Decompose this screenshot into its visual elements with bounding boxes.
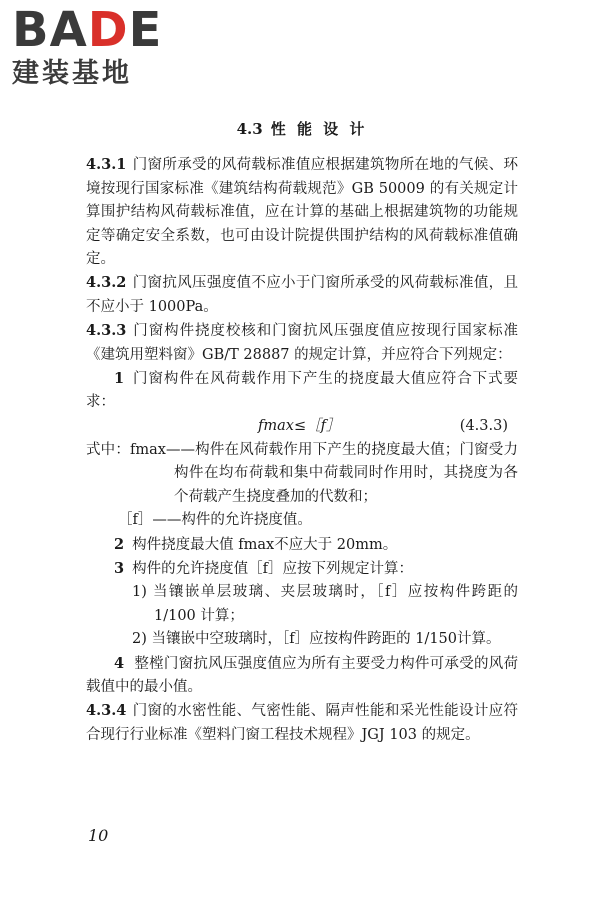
clause-4-3-2: 4.3.2 门窗抗风压强度值不应小于门窗所承受的风荷载标准值，且不应小于 1000Pa。 <box>86 274 518 315</box>
logo <box>12 4 182 90</box>
formula-expression: fmax≤［f］ <box>258 417 341 434</box>
logo-wordmark: BADE <box>12 2 163 58</box>
where-definition: 式中：fmax——构件在风荷载作用下产生的挠度最大值；门窗受力构件在均布荷载和集中荷载同时作用时，其挠度为各个荷载产生挠度叠加的代数和； <box>86 441 518 505</box>
clause-4-3-4: 4.3.4 门窗的水密性能、气密性能、隔声性能和采光性能设计应符合现行行业标准《塑料门窗工程技术规程》JGJ 103 的规定。 <box>86 702 518 743</box>
subitem-1: 1) 当镶嵌单层玻璃、夹层玻璃时，［f］应按构件跨距的1/100 计算； <box>132 584 518 624</box>
logo-subtitle: 建装基地 <box>12 58 132 89</box>
section-heading: 4.3 性 能 设 计 <box>236 120 368 138</box>
subitem-2: 2) 当镶嵌中空玻璃时，［f］应按构件跨距的 1/150计算。 <box>132 631 501 648</box>
item-3: 3 构件的允许挠度值［f］应按下列规定计算： <box>114 559 413 577</box>
formula-4-3-3 <box>86 415 518 439</box>
item-1: 1 门窗构件在风荷载作用下产生的挠度最大值应符合下式要求： <box>86 370 518 411</box>
where-definition-f: ［f］——构件的允许挠度值。 <box>118 512 312 529</box>
document-body <box>86 118 518 747</box>
item-2: 2 构件挠度最大值 fmax不应大于 20mm。 <box>114 535 398 553</box>
clause-4-3-1: 4.3.1 门窗所承受的风荷载标准值应根据建筑物所在地的气候、环境按现行国家标准《建筑结构荷载规范》GB 50009 的有关规定计算围护结构风荷载标准值，应在计算的基础上根据建筑物的功能规定等确定安全系数，也可由设计院提供围护结构的风荷载标准值确定。 <box>86 156 518 268</box>
item-4: 4 整樘门窗抗风压强度值应为所有主要受力构件可承受的风荷载值中的最小值。 <box>86 654 518 695</box>
clause-4-3-3: 4.3.3 门窗构件挠度校核和门窗抗风压强度值应按现行国家标准《建筑用塑料窗》GB/T 28887 的规定计算，并应符合下列规定： <box>86 322 518 363</box>
formula-number: (4.3.3) <box>459 417 508 434</box>
page-number: 10 <box>88 826 109 845</box>
